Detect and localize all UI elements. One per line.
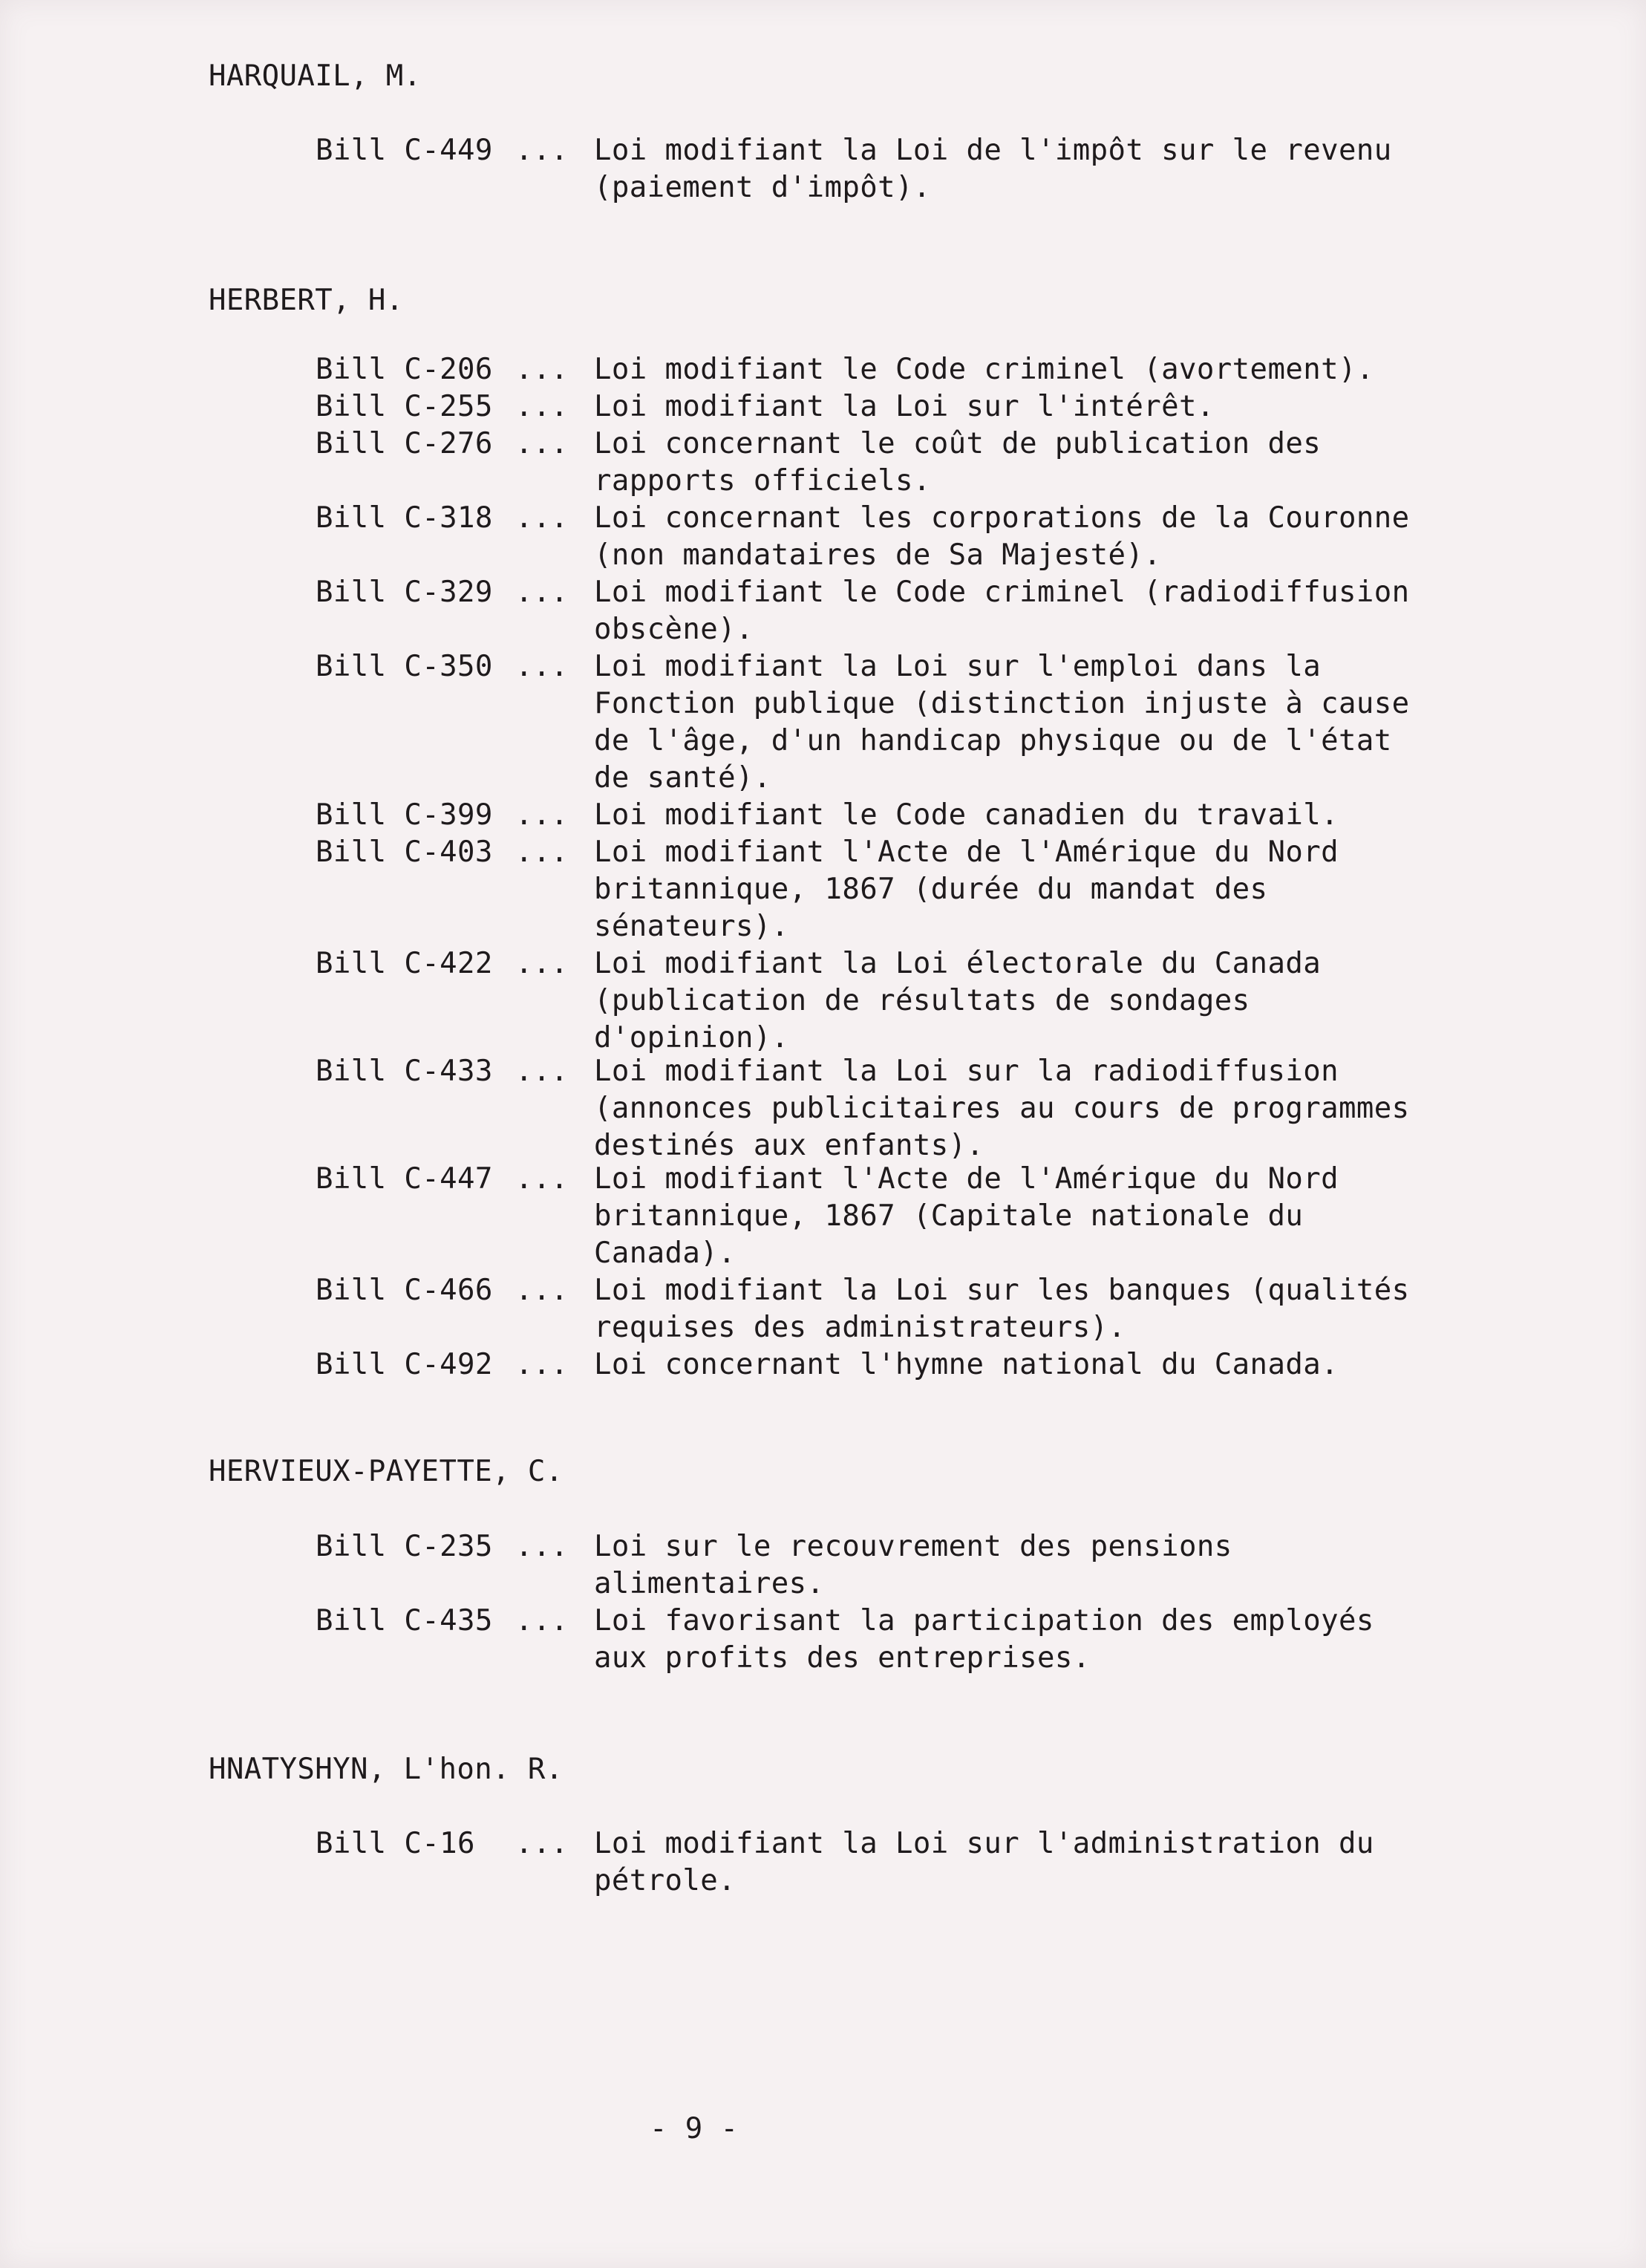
bill-number: Bill C-350 bbox=[316, 650, 493, 683]
bill-title-line: Loi modifiant la Loi de l'impôt sur le revenu bbox=[594, 134, 1392, 167]
bill-title-line: Loi sur le recouvrement des pensions bbox=[594, 1530, 1232, 1563]
bill-title-line: destinés aux enfants). bbox=[594, 1129, 984, 1162]
bill-number: Bill C-206 bbox=[316, 353, 493, 386]
bill-title-line: sénateurs). bbox=[594, 910, 789, 943]
bill-number: Bill C-492 bbox=[316, 1348, 493, 1381]
bill-title-line: Loi modifiant l'Acte de l'Amérique du Nord bbox=[594, 1162, 1339, 1196]
bill-title-line: Loi favorisant la participation des employés bbox=[594, 1604, 1374, 1638]
bill-number: Bill C-422 bbox=[316, 947, 493, 980]
member-name: HARQUAIL, M. bbox=[209, 59, 422, 93]
bill-number: Bill C-403 bbox=[316, 835, 493, 869]
bill-title-line: Canada). bbox=[594, 1236, 737, 1270]
member-name: HERBERT, H. bbox=[209, 284, 404, 317]
leader-dots: ... bbox=[515, 1162, 569, 1196]
bill-number: Bill C-16 bbox=[316, 1827, 475, 1860]
bill-title-line: (non mandataires de Sa Majesté). bbox=[594, 538, 1162, 572]
bill-title-line: Loi modifiant l'Acte de l'Amérique du Nord bbox=[594, 835, 1339, 869]
member-name: HNATYSHYN, L'hon. R. bbox=[209, 1753, 564, 1786]
bill-title-line: Loi modifiant la Loi sur la radiodiffusion bbox=[594, 1055, 1339, 1088]
bill-number: Bill C-235 bbox=[316, 1530, 493, 1563]
bill-title-line: Loi concernant l'hymne national du Canada. bbox=[594, 1348, 1339, 1381]
bill-title-line: aux profits des entreprises. bbox=[594, 1641, 1091, 1675]
member-name: HERVIEUX-PAYETTE, C. bbox=[209, 1455, 564, 1488]
bill-title-line: pétrole. bbox=[594, 1864, 737, 1897]
bill-title-line: Loi modifiant la Loi sur l'intérêt. bbox=[594, 390, 1215, 423]
bill-title-line: obscène). bbox=[594, 613, 754, 646]
bill-title-line: (annonces publicitaires au cours de programmes bbox=[594, 1092, 1410, 1125]
leader-dots: ... bbox=[515, 1274, 569, 1307]
bill-title-line: Loi modifiant la Loi électorale du Canada bbox=[594, 947, 1322, 980]
bill-title-line: britannique, 1867 (Capitale nationale du bbox=[594, 1199, 1304, 1233]
bill-title-line: Loi concernant le coût de publication des bbox=[594, 427, 1322, 460]
bill-number: Bill C-399 bbox=[316, 798, 493, 832]
leader-dots: ... bbox=[515, 947, 569, 980]
bill-title-line: (publication de résultats de sondages bbox=[594, 984, 1250, 1017]
bill-title-line: (paiement d'impôt). bbox=[594, 171, 931, 204]
bill-title-line: Loi modifiant le Code criminel (avortement). bbox=[594, 353, 1374, 386]
bill-title-line: Loi modifiant la Loi sur l'administration du bbox=[594, 1827, 1374, 1860]
bill-number: Bill C-276 bbox=[316, 427, 493, 460]
bill-title-line: rapports officiels. bbox=[594, 464, 931, 498]
leader-dots: ... bbox=[515, 1604, 569, 1638]
leader-dots: ... bbox=[515, 576, 569, 609]
leader-dots: ... bbox=[515, 1348, 569, 1381]
bill-title-line: Loi concernant les corporations de la Couronne bbox=[594, 501, 1410, 535]
leader-dots: ... bbox=[515, 353, 569, 386]
bill-title-line: Loi modifiant la Loi sur l'emploi dans la bbox=[594, 650, 1322, 683]
leader-dots: ... bbox=[515, 835, 569, 869]
leader-dots: ... bbox=[515, 1530, 569, 1563]
leader-dots: ... bbox=[515, 134, 569, 167]
bill-number: Bill C-435 bbox=[316, 1604, 493, 1638]
bill-title-line: d'opinion). bbox=[594, 1021, 789, 1055]
bill-title-line: de santé). bbox=[594, 761, 771, 795]
bill-title-line: alimentaires. bbox=[594, 1567, 825, 1600]
bill-number: Bill C-329 bbox=[316, 576, 493, 609]
leader-dots: ... bbox=[515, 390, 569, 423]
bill-title-line: Loi modifiant la Loi sur les banques (qualités bbox=[594, 1274, 1410, 1307]
page-number: - 9 - bbox=[650, 2112, 739, 2145]
bill-title-line: de l'âge, d'un handicap physique ou de l'état bbox=[594, 724, 1392, 757]
bill-number: Bill C-447 bbox=[316, 1162, 493, 1196]
bill-title-line: Loi modifiant le Code criminel (radiodiffusion bbox=[594, 576, 1410, 609]
bill-title-line: requises des administrateurs). bbox=[594, 1311, 1126, 1344]
bill-title-line: Fonction publique (distinction injuste à cause bbox=[594, 687, 1410, 720]
bill-number: Bill C-433 bbox=[316, 1055, 493, 1088]
leader-dots: ... bbox=[515, 501, 569, 535]
bill-title-line: Loi modifiant le Code canadien du travail. bbox=[594, 798, 1339, 832]
leader-dots: ... bbox=[515, 798, 569, 832]
leader-dots: ... bbox=[515, 650, 569, 683]
leader-dots: ... bbox=[515, 1827, 569, 1860]
bill-number: Bill C-466 bbox=[316, 1274, 493, 1307]
leader-dots: ... bbox=[515, 427, 569, 460]
bill-number: Bill C-449 bbox=[316, 134, 493, 167]
bill-title-line: britannique, 1867 (durée du mandat des bbox=[594, 873, 1268, 906]
bill-number: Bill C-255 bbox=[316, 390, 493, 423]
bill-number: Bill C-318 bbox=[316, 501, 493, 535]
leader-dots: ... bbox=[515, 1055, 569, 1088]
